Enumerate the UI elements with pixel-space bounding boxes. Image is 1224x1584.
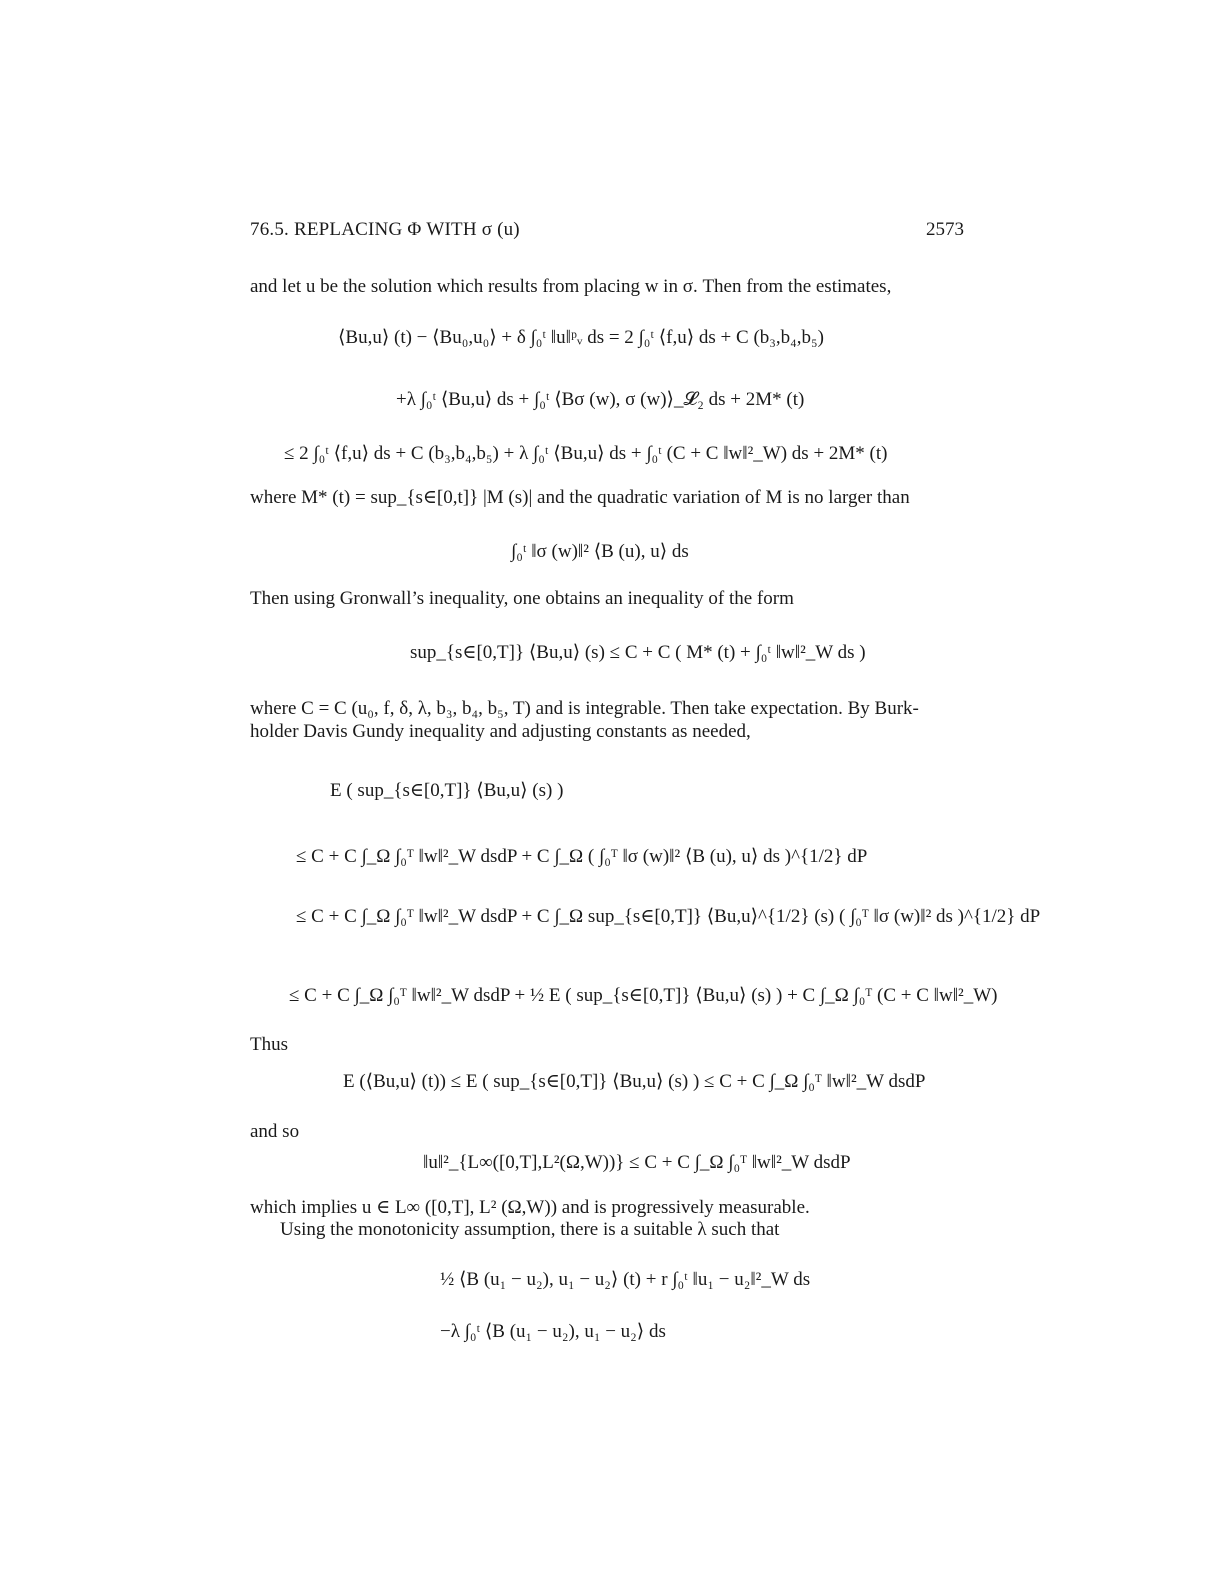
thus-text: Thus: [250, 1034, 288, 1055]
equation-1-line-1: ⟨Bu,u⟩ (t) − ⟨Bu₀,u₀⟩ + δ ∫₀ᵗ ‖u‖ᵖᵥ ds = 2 ∫₀ᵗ ⟨f,u⟩ ds + C (b₃,b₄,b₅): [338, 327, 824, 348]
monotonicity-text: Using the monotonicity assumption, there is a suitable λ such that: [280, 1219, 780, 1240]
equation-2: ∫₀ᵗ ‖σ (w)‖² ⟨B (u), u⟩ ds: [511, 541, 689, 562]
where-text-2-line-1: where C = C (u₀, f, δ, λ, b₃, b₄, b₅, T) and is integrable. Then take expectation. By Burk-: [250, 698, 919, 719]
implies-text: which implies u ∈ L∞ ([0,T], L² (Ω,W)) and is progressively measurable.: [250, 1197, 810, 1218]
where-text-1: where M* (t) = sup_{s∈[0,t]} |M (s)| and the quadratic variation of M is no larger than: [250, 487, 910, 508]
equation-1-line-3: ≤ 2 ∫₀ᵗ ⟨f,u⟩ ds + C (b₃,b₄,b₅) + λ ∫₀ᵗ ⟨Bu,u⟩ ds + ∫₀ᵗ (C + C ‖w‖²_W) ds + 2M* (t): [284, 443, 888, 464]
equation-4-line-4: ≤ C + C ∫_Ω ∫₀ᵀ ‖w‖²_W dsdP + ½ E ( sup_{s∈[0,T]} ⟨Bu,u⟩ (s) ) + C ∫_Ω ∫₀ᵀ (C + C ‖w‖²_W): [289, 985, 998, 1006]
equation-7-line-1: ½ ⟨B (u₁ − u₂), u₁ − u₂⟩ (t) + r ∫₀ᵗ ‖u₁ − u₂‖²_W ds: [440, 1269, 811, 1290]
equation-6: ‖u‖²_{L∞([0,T],L²(Ω,W))} ≤ C + C ∫_Ω ∫₀ᵀ ‖w‖²_W dsdP: [423, 1152, 851, 1173]
equation-4-line-1: E ( sup_{s∈[0,T]} ⟨Bu,u⟩ (s) ): [330, 780, 564, 801]
and-so-text: and so: [250, 1121, 300, 1142]
gronwall-text: Then using Gronwall’s inequality, one obtains an inequality of the form: [250, 588, 794, 609]
equation-3: sup_{s∈[0,T]} ⟨Bu,u⟩ (s) ≤ C + C ( M* (t) + ∫₀ᵗ ‖w‖²_W ds ): [410, 642, 866, 663]
equation-5: E (⟨Bu,u⟩ (t)) ≤ E ( sup_{s∈[0,T]} ⟨Bu,u⟩ (s) ) ≤ C + C ∫_Ω ∫₀ᵀ ‖w‖²_W dsdP: [343, 1071, 926, 1092]
page-number: 2573: [926, 219, 964, 240]
intro-text: and let u be the solution which results from placing w in σ. Then from the estimates,: [250, 276, 892, 297]
equation-4-line-2: ≤ C + C ∫_Ω ∫₀ᵀ ‖w‖²_W dsdP + C ∫_Ω ( ∫₀ᵀ ‖σ (w)‖² ⟨B (u), u⟩ ds )^{1/2} dP: [296, 846, 868, 867]
where-text-2-line-2: holder Davis Gundy inequality and adjusting constants as needed,: [250, 721, 751, 742]
equation-1-line-2: +λ ∫₀ᵗ ⟨Bu,u⟩ ds + ∫₀ᵗ ⟨Bσ (w), σ (w)⟩_𝓛₂ ds + 2M* (t): [396, 389, 805, 410]
equation-7-line-2: −λ ∫₀ᵗ ⟨B (u₁ − u₂), u₁ − u₂⟩ ds: [440, 1321, 666, 1342]
running-header: 76.5. REPLACING Φ WITH σ (u): [250, 219, 520, 240]
equation-4-line-3: ≤ C + C ∫_Ω ∫₀ᵀ ‖w‖²_W dsdP + C ∫_Ω sup_{s∈[0,T]} ⟨Bu,u⟩^{1/2} (s) ( ∫₀ᵀ ‖σ (w)‖² ds )^{1/2} dP: [296, 906, 1041, 927]
